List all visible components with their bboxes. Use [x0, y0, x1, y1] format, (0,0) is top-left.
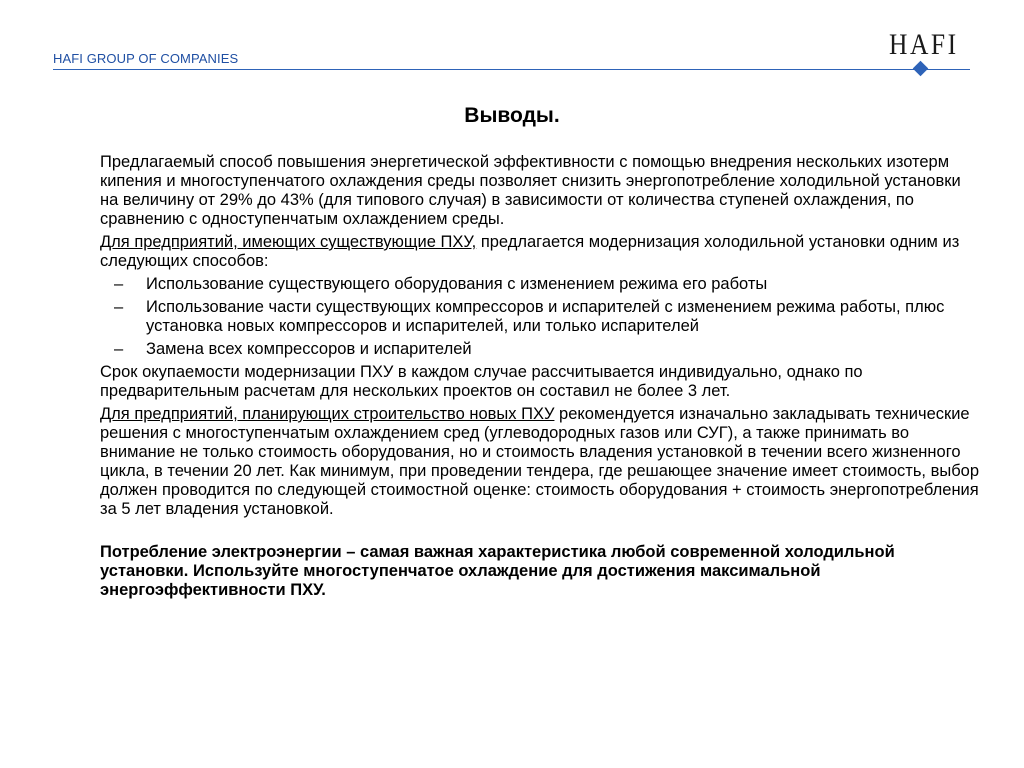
- company-name: HAFI GROUP OF COMPANIES: [53, 51, 239, 66]
- bullet-dash: –: [114, 340, 124, 358]
- logo-diamond-icon: [913, 61, 929, 77]
- modernization-options-list: [100, 275, 980, 359]
- list-item-text: Использование части существующих компрессоров и испарителей с изменением режима работы, плюс установка новых компрессоров и испарителей, или только испарителей: [146, 298, 945, 335]
- paragraph-efficiency: Предлагаемый способ повышения энергетической эффективности с помощью внедрения нескольких изотерм кипения и многоступенчатого охлаждения среды позволяет снизить энергопотребление холодильной установки на величину от 29% до 43% (для типового случая) в зависимости от количества ступеней охлаждения, по сравнению с одноступенчатым охлаждением среды.: [100, 153, 961, 228]
- paragraph-new-plants: [100, 405, 980, 519]
- list-item: [100, 275, 980, 294]
- paragraph-existing-plants: [100, 233, 980, 271]
- paragraph-payback: Срок окупаемости модернизации ПХУ в каждом случае рассчитывается индивидуально, однако по предварительным расчетам для нескольких проектов он составил не более 3 лет.: [100, 363, 863, 400]
- conclusion-statement: Потребление электроэнергии – самая важная характеристика любой современной холодильной установки. Используйте многоступенчатое охлаждение для достижения максимальной энергоэффективности ПХУ.: [100, 543, 895, 599]
- list-item: [100, 340, 980, 359]
- hafi-logo: [885, 28, 965, 80]
- list-item-text: Использование существующего оборудования с изменением режима его работы: [146, 275, 768, 293]
- bullet-dash: –: [114, 298, 124, 316]
- existing-plants-heading: Для предприятий, имеющих существующие ПХУ,: [100, 233, 477, 251]
- list-item: [100, 298, 980, 336]
- new-plants-heading: Для предприятий, планирующих строительство новых ПХУ: [100, 405, 555, 423]
- slide-body: [100, 153, 980, 604]
- logo-text: HAFI: [889, 28, 959, 61]
- bullet-dash: –: [114, 275, 124, 293]
- slide-title: Выводы.: [464, 104, 560, 127]
- existing-plants-text: предлагается модернизация холодильной установки одним из следующих способов:: [100, 233, 960, 270]
- list-item-text: Замена всех компрессоров и испарителей: [146, 340, 472, 358]
- new-plants-text: рекомендуется изначально закладывать технические решения с многоступенчатым охлаждением сред (углеводородных газов или СУГ), а также принимать во внимание не только стоимость оборудования, но и стоимость владения установкой в течении всего жизненного цикла, в течении 20 лет. Как минимум, при проведении тендера, где решающее значение имеет стоимость, выбор должен проводится по следующей стоимостной оценке: стоимость оборудования + стоимость энергопотребления за 5 лет владения установкой.: [100, 405, 980, 518]
- header-rule: [53, 69, 970, 70]
